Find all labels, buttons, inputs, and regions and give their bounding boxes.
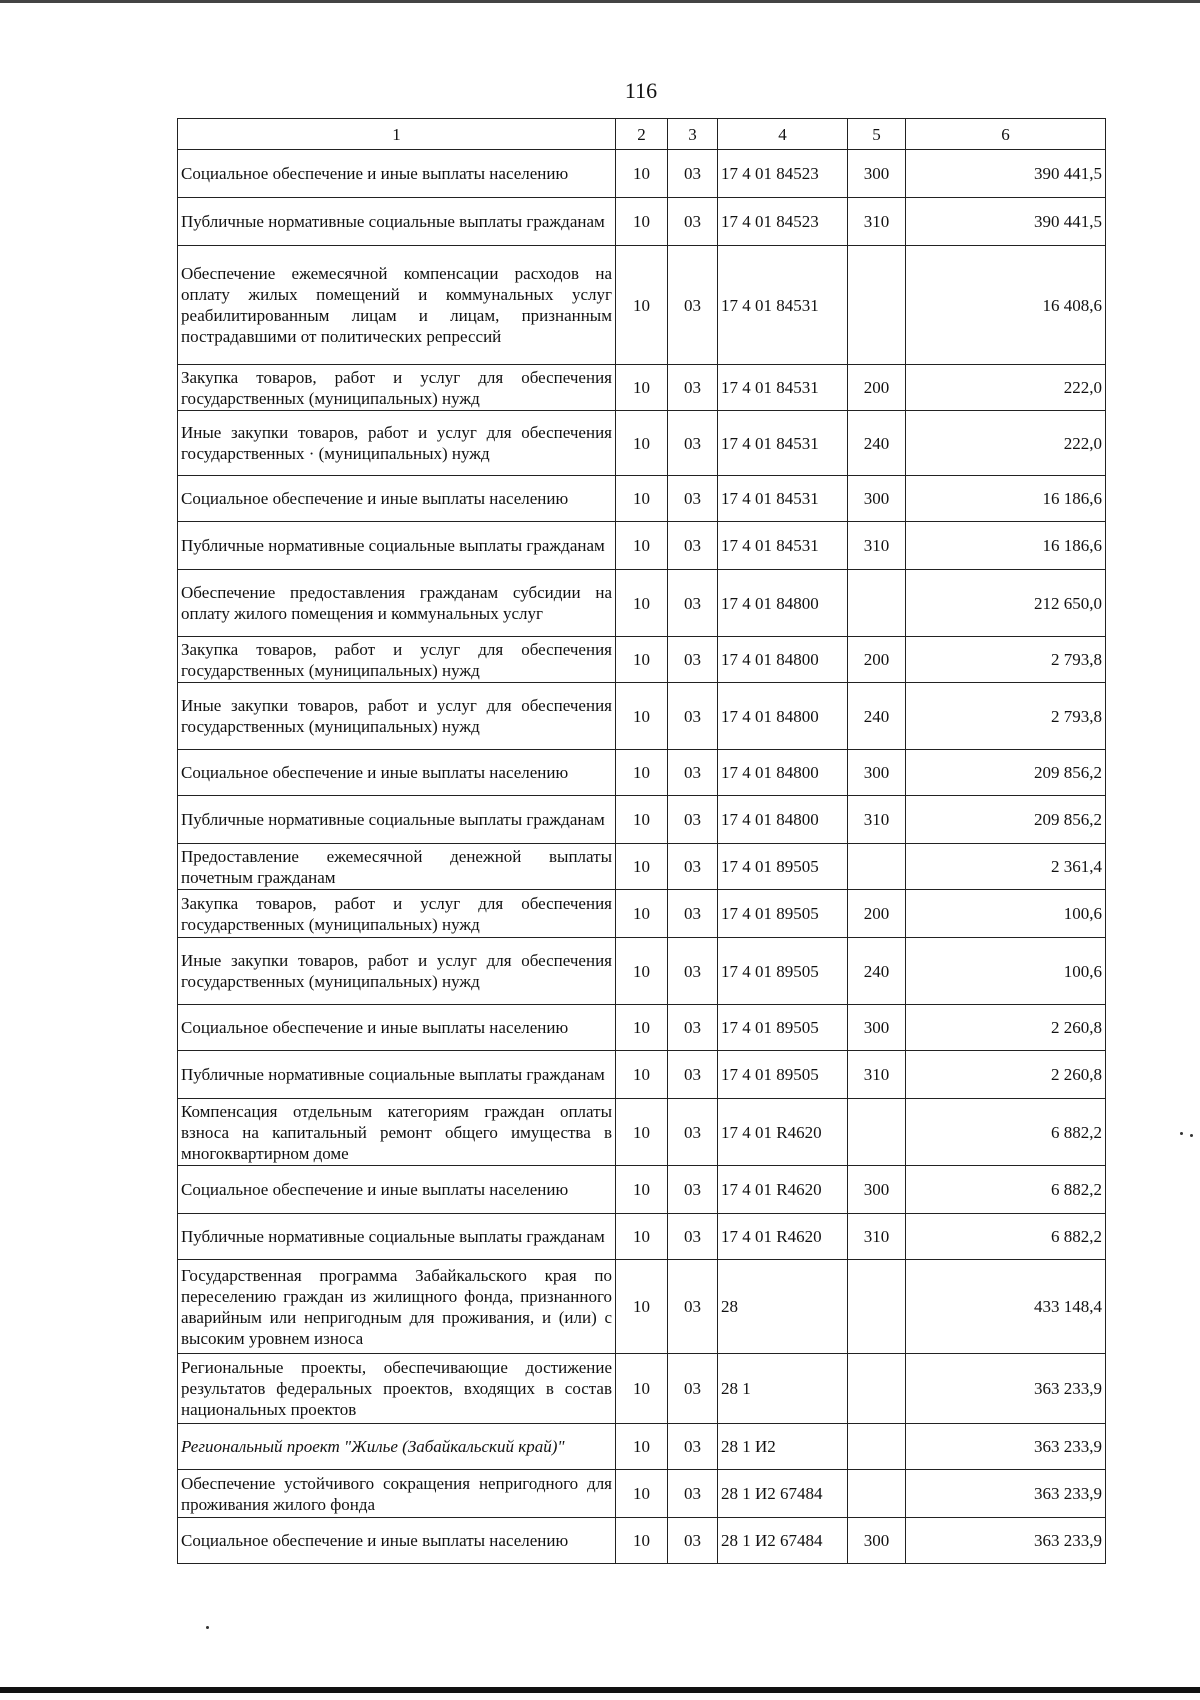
row-subsection: 03 xyxy=(668,1424,718,1470)
row-target-code: 17 4 01 84531 xyxy=(718,246,848,365)
table-row xyxy=(178,890,1106,938)
row-subsection: 03 xyxy=(668,637,718,683)
row-name: Публичные нормативные социальные выплаты гражданам xyxy=(178,198,616,246)
row-expense-type xyxy=(848,246,906,365)
row-subsection: 03 xyxy=(668,476,718,522)
row-expense-type: 300 xyxy=(848,476,906,522)
row-target-code: 17 4 01 89505 xyxy=(718,890,848,938)
row-section: 10 xyxy=(616,570,668,637)
table-row xyxy=(178,1518,1106,1564)
row-amount: 16 186,6 xyxy=(906,476,1106,522)
row-subsection: 03 xyxy=(668,890,718,938)
row-subsection: 03 xyxy=(668,1470,718,1518)
row-section: 10 xyxy=(616,844,668,890)
row-amount: 2 260,8 xyxy=(906,1051,1106,1099)
scan-speck xyxy=(206,1626,209,1629)
row-target-code: 17 4 01 89505 xyxy=(718,1051,848,1099)
row-target-code: 17 4 01 R4620 xyxy=(718,1214,848,1260)
row-target-code: 17 4 01 84800 xyxy=(718,750,848,796)
row-amount: 363 233,9 xyxy=(906,1424,1106,1470)
row-section: 10 xyxy=(616,890,668,938)
row-subsection: 03 xyxy=(668,1214,718,1260)
row-subsection: 03 xyxy=(668,522,718,570)
table-row xyxy=(178,198,1106,246)
header-col-6: 6 xyxy=(906,119,1106,150)
row-expense-type: 200 xyxy=(848,365,906,411)
row-section: 10 xyxy=(616,1424,668,1470)
table-row xyxy=(178,1099,1106,1166)
row-amount: 6 882,2 xyxy=(906,1214,1106,1260)
table-row xyxy=(178,1214,1106,1260)
row-amount: 212 650,0 xyxy=(906,570,1106,637)
table-row xyxy=(178,1470,1106,1518)
table-row xyxy=(178,522,1106,570)
row-name: Обеспечение ежемесячной компенсации расходов на оплату жилых помещений и коммунальных услуг реабилитированным лицам и лицам, признанным пострадавшими от политических репрессий xyxy=(178,246,616,365)
row-amount: 363 233,9 xyxy=(906,1354,1106,1424)
row-section: 10 xyxy=(616,683,668,750)
table-row xyxy=(178,844,1106,890)
row-section: 10 xyxy=(616,411,668,476)
row-expense-type: 200 xyxy=(848,637,906,683)
row-section: 10 xyxy=(616,1099,668,1166)
row-subsection: 03 xyxy=(668,150,718,198)
row-amount: 222,0 xyxy=(906,365,1106,411)
table-row xyxy=(178,476,1106,522)
row-target-code: 28 1 И2 67484 xyxy=(718,1518,848,1564)
row-name: Социальное обеспечение и иные выплаты населению xyxy=(178,1518,616,1564)
table-header-row xyxy=(178,119,1106,150)
budget-table xyxy=(177,118,1106,1564)
row-expense-type xyxy=(848,1260,906,1354)
row-section: 10 xyxy=(616,637,668,683)
table-row xyxy=(178,411,1106,476)
row-target-code: 17 4 01 84531 xyxy=(718,476,848,522)
row-target-code: 28 1 И2 67484 xyxy=(718,1470,848,1518)
row-expense-type: 200 xyxy=(848,890,906,938)
row-expense-type: 300 xyxy=(848,750,906,796)
table-row xyxy=(178,1051,1106,1099)
row-target-code: 28 1 xyxy=(718,1354,848,1424)
row-expense-type: 300 xyxy=(848,1518,906,1564)
bottom-scan-edge xyxy=(0,1687,1200,1693)
row-amount: 209 856,2 xyxy=(906,750,1106,796)
row-amount: 16 408,6 xyxy=(906,246,1106,365)
row-name: Иные закупки товаров, работ и услуг для обеспечения государственных · (муниципальных) нужд xyxy=(178,411,616,476)
row-name: Государственная программа Забайкальского края по переселению граждан из жилищного фонда, признанного аварийным или непригодным для проживания, и (или) с высоким уровнем износа xyxy=(178,1260,616,1354)
row-subsection: 03 xyxy=(668,198,718,246)
row-amount: 2 793,8 xyxy=(906,683,1106,750)
row-name: Публичные нормативные социальные выплаты гражданам xyxy=(178,1051,616,1099)
row-section: 10 xyxy=(616,150,668,198)
table-row xyxy=(178,938,1106,1005)
row-target-code: 17 4 01 89505 xyxy=(718,938,848,1005)
row-subsection: 03 xyxy=(668,938,718,1005)
row-amount: 16 186,6 xyxy=(906,522,1106,570)
table-row xyxy=(178,796,1106,844)
row-section: 10 xyxy=(616,796,668,844)
table-body xyxy=(178,150,1106,1564)
row-amount: 209 856,2 xyxy=(906,796,1106,844)
row-amount: 390 441,5 xyxy=(906,150,1106,198)
row-subsection: 03 xyxy=(668,570,718,637)
row-name: Обеспечение предоставления гражданам субсидии на оплату жилого помещения и коммунальных услуг xyxy=(178,570,616,637)
row-target-code: 17 4 01 84800 xyxy=(718,637,848,683)
row-section: 10 xyxy=(616,1260,668,1354)
table-row xyxy=(178,637,1106,683)
row-expense-type: 310 xyxy=(848,1051,906,1099)
row-subsection: 03 xyxy=(668,1005,718,1051)
row-section: 10 xyxy=(616,1214,668,1260)
row-subsection: 03 xyxy=(668,1166,718,1214)
row-amount: 433 148,4 xyxy=(906,1260,1106,1354)
row-expense-type xyxy=(848,570,906,637)
top-scan-edge xyxy=(0,0,1200,3)
row-subsection: 03 xyxy=(668,246,718,365)
row-expense-type: 240 xyxy=(848,411,906,476)
header-col-2: 2 xyxy=(616,119,668,150)
row-target-code: 17 4 01 84800 xyxy=(718,796,848,844)
row-name: Закупка товаров, работ и услуг для обеспечения государственных (муниципальных) нужд xyxy=(178,365,616,411)
header-col-1: 1 xyxy=(178,119,616,150)
row-section: 10 xyxy=(616,1470,668,1518)
row-amount: 6 882,2 xyxy=(906,1166,1106,1214)
row-target-code: 17 4 01 84523 xyxy=(718,198,848,246)
scan-speck xyxy=(1180,1132,1183,1135)
table-row xyxy=(178,150,1106,198)
scan-speck xyxy=(1190,1134,1193,1137)
table-row xyxy=(178,365,1106,411)
row-target-code: 28 xyxy=(718,1260,848,1354)
row-name: Социальное обеспечение и иные выплаты населению xyxy=(178,1166,616,1214)
row-name: Закупка товаров, работ и услуг для обеспечения государственных (муниципальных) нужд xyxy=(178,637,616,683)
row-expense-type: 300 xyxy=(848,1005,906,1051)
row-amount: 100,6 xyxy=(906,938,1106,1005)
row-subsection: 03 xyxy=(668,844,718,890)
row-expense-type: 310 xyxy=(848,1214,906,1260)
row-name: Региональные проекты, обеспечивающие достижение результатов федеральных проектов, входящих в состав национальных проектов xyxy=(178,1354,616,1424)
row-name: Публичные нормативные социальные выплаты гражданам xyxy=(178,522,616,570)
row-amount: 363 233,9 xyxy=(906,1518,1106,1564)
row-expense-type: 240 xyxy=(848,938,906,1005)
table-row xyxy=(178,246,1106,365)
row-name: Обеспечение устойчивого сокращения непригодного для проживания жилого фонда xyxy=(178,1470,616,1518)
row-subsection: 03 xyxy=(668,796,718,844)
row-subsection: 03 xyxy=(668,411,718,476)
table-row xyxy=(178,683,1106,750)
row-name: Публичные нормативные социальные выплаты гражданам xyxy=(178,1214,616,1260)
row-expense-type: 240 xyxy=(848,683,906,750)
row-target-code: 17 4 01 89505 xyxy=(718,1005,848,1051)
table-row xyxy=(178,570,1106,637)
row-expense-type: 300 xyxy=(848,150,906,198)
table-row xyxy=(178,1354,1106,1424)
page-number: 116 xyxy=(624,78,658,103)
row-target-code: 17 4 01 84523 xyxy=(718,150,848,198)
row-target-code: 17 4 01 R4620 xyxy=(718,1099,848,1166)
row-expense-type xyxy=(848,1354,906,1424)
row-subsection: 03 xyxy=(668,1260,718,1354)
table-row xyxy=(178,1005,1106,1051)
row-subsection: 03 xyxy=(668,365,718,411)
row-expense-type xyxy=(848,1470,906,1518)
row-name: Иные закупки товаров, работ и услуг для обеспечения государственных (муниципальных) нужд xyxy=(178,683,616,750)
row-name: Предоставление ежемесячной денежной выплаты почетным гражданам xyxy=(178,844,616,890)
row-target-code: 28 1 И2 xyxy=(718,1424,848,1470)
row-amount: 2 793,8 xyxy=(906,637,1106,683)
row-section: 10 xyxy=(616,1518,668,1564)
row-section: 10 xyxy=(616,522,668,570)
row-target-code: 17 4 01 84800 xyxy=(718,683,848,750)
row-expense-type xyxy=(848,844,906,890)
row-target-code: 17 4 01 84531 xyxy=(718,411,848,476)
row-target-code: 17 4 01 84800 xyxy=(718,570,848,637)
row-section: 10 xyxy=(616,1354,668,1424)
row-expense-type xyxy=(848,1424,906,1470)
row-section: 10 xyxy=(616,1166,668,1214)
row-target-code: 17 4 01 84531 xyxy=(718,522,848,570)
table-row xyxy=(178,1424,1106,1470)
header-col-5: 5 xyxy=(848,119,906,150)
table-row xyxy=(178,1166,1106,1214)
row-section: 10 xyxy=(616,1005,668,1051)
row-amount: 2 260,8 xyxy=(906,1005,1106,1051)
row-target-code: 17 4 01 R4620 xyxy=(718,1166,848,1214)
row-section: 10 xyxy=(616,198,668,246)
row-amount: 222,0 xyxy=(906,411,1106,476)
row-subsection: 03 xyxy=(668,683,718,750)
row-subsection: 03 xyxy=(668,1354,718,1424)
row-amount: 2 361,4 xyxy=(906,844,1106,890)
row-subsection: 03 xyxy=(668,1099,718,1166)
row-amount: 6 882,2 xyxy=(906,1099,1106,1166)
header-col-4: 4 xyxy=(718,119,848,150)
row-amount: 390 441,5 xyxy=(906,198,1106,246)
row-subsection: 03 xyxy=(668,1051,718,1099)
row-subsection: 03 xyxy=(668,1518,718,1564)
row-section: 10 xyxy=(616,365,668,411)
row-expense-type: 310 xyxy=(848,198,906,246)
row-name: Региональный проект "Жилье (Забайкальский край)" xyxy=(178,1424,616,1470)
row-expense-type: 310 xyxy=(848,522,906,570)
row-name: Социальное обеспечение и иные выплаты населению xyxy=(178,150,616,198)
row-expense-type: 310 xyxy=(848,796,906,844)
row-name: Социальное обеспечение и иные выплаты населению xyxy=(178,750,616,796)
row-section: 10 xyxy=(616,938,668,1005)
row-amount: 100,6 xyxy=(906,890,1106,938)
row-section: 10 xyxy=(616,246,668,365)
row-name: Компенсация отдельным категориям граждан оплаты взноса на капитальный ремонт общего имущества в многоквартирном доме xyxy=(178,1099,616,1166)
row-name: Социальное обеспечение и иные выплаты населению xyxy=(178,1005,616,1051)
row-section: 10 xyxy=(616,1051,668,1099)
row-name: Социальное обеспечение и иные выплаты населению xyxy=(178,476,616,522)
row-target-code: 17 4 01 84531 xyxy=(718,365,848,411)
row-subsection: 03 xyxy=(668,750,718,796)
row-expense-type: 300 xyxy=(848,1166,906,1214)
row-name: Иные закупки товаров, работ и услуг для обеспечения государственных (муниципальных) нужд xyxy=(178,938,616,1005)
row-section: 10 xyxy=(616,750,668,796)
header-col-3: 3 xyxy=(668,119,718,150)
table-row xyxy=(178,1260,1106,1354)
row-target-code: 17 4 01 89505 xyxy=(718,844,848,890)
row-amount: 363 233,9 xyxy=(906,1470,1106,1518)
row-name: Закупка товаров, работ и услуг для обеспечения государственных (муниципальных) нужд xyxy=(178,890,616,938)
row-expense-type xyxy=(848,1099,906,1166)
row-name: Публичные нормативные социальные выплаты гражданам xyxy=(178,796,616,844)
row-section: 10 xyxy=(616,476,668,522)
table-row xyxy=(178,750,1106,796)
